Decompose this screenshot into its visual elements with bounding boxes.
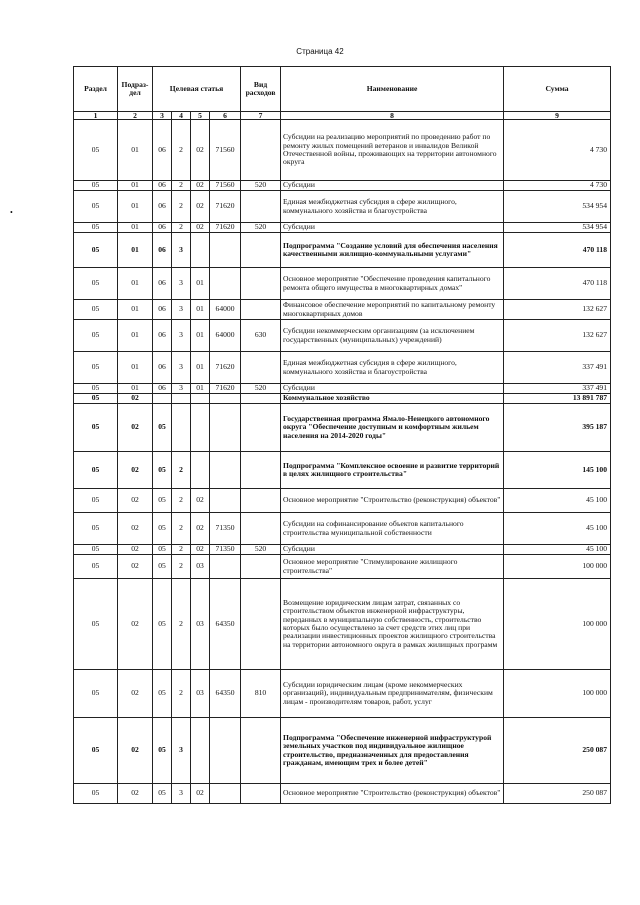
cell-cs4: 71350 <box>210 513 241 545</box>
cell-razdel: 05 <box>74 545 118 555</box>
cell-vid: 520 <box>241 223 281 233</box>
cell-cs3: 02 <box>191 545 210 555</box>
cell-sum: 132 627 <box>504 320 611 352</box>
cell-sum: 4 730 <box>504 120 611 181</box>
cell-vid: 520 <box>241 545 281 555</box>
cell-cs4: 71620 <box>210 191 241 223</box>
cell-name: Возмещение юридическим лицам затрат, связанных со строительством объектов инженерной инфраструктуры, переданных в муниципальную собственность, строительство которых было осуществлено за счет средств этих лиц при реализации инвестиционных проектов жилищного строительства на территории автономного округа в рамках жилищных программ <box>281 579 504 670</box>
table-row <box>74 784 611 804</box>
table-row <box>74 233 611 268</box>
cell-cs3: 02 <box>191 513 210 545</box>
table-row <box>74 191 611 223</box>
cell-cs3 <box>191 404 210 452</box>
cell-name: Субсидии на софинансирование объектов капитального строительства муниципальной собственности <box>281 513 504 545</box>
col-number: 5 <box>191 112 210 120</box>
cell-podrazdel: 02 <box>118 394 153 404</box>
cell-podrazdel: 02 <box>118 718 153 784</box>
cell-cs1: 05 <box>153 718 172 784</box>
cell-name: Основное мероприятие "Строительство (реконструкция) объектов" <box>281 489 504 513</box>
cell-name: Субсидии на реализацию мероприятий по проведению работ по ремонту жилых помещений ветеранов и инвалидов Великой Отечественной войны, проживающих на территории автономного округа <box>281 120 504 181</box>
cell-cs4: 71350 <box>210 545 241 555</box>
cell-sum: 45 100 <box>504 489 611 513</box>
cell-podrazdel: 02 <box>118 579 153 670</box>
cell-cs4 <box>210 268 241 300</box>
cell-vid: 520 <box>241 181 281 191</box>
cell-cs1: 05 <box>153 513 172 545</box>
cell-cs1: 06 <box>153 181 172 191</box>
page-number: Страница 42 <box>296 47 344 56</box>
cell-razdel: 05 <box>74 513 118 545</box>
cell-cs3: 02 <box>191 191 210 223</box>
cell-name: Коммунальное хозяйство <box>281 394 504 404</box>
cell-cs3: 02 <box>191 489 210 513</box>
table-row <box>74 513 611 545</box>
cell-podrazdel: 02 <box>118 670 153 718</box>
cell-sum: 470 118 <box>504 268 611 300</box>
cell-vid <box>241 513 281 545</box>
cell-podrazdel: 01 <box>118 181 153 191</box>
cell-vid: 520 <box>241 384 281 394</box>
cell-razdel: 05 <box>74 320 118 352</box>
cell-cs1: 06 <box>153 300 172 320</box>
cell-cs4 <box>210 452 241 489</box>
cell-sum: 337 491 <box>504 352 611 384</box>
cell-cs1: 05 <box>153 404 172 452</box>
cell-vid <box>241 489 281 513</box>
cell-razdel: 05 <box>74 191 118 223</box>
cell-vid <box>241 784 281 804</box>
cell-cs3: 01 <box>191 384 210 394</box>
table-row <box>74 120 611 181</box>
cell-cs1: 06 <box>153 384 172 394</box>
cell-razdel: 05 <box>74 223 118 233</box>
cell-podrazdel: 02 <box>118 452 153 489</box>
cell-podrazdel: 01 <box>118 384 153 394</box>
cell-vid: 630 <box>241 320 281 352</box>
col-number: 1 <box>74 112 118 120</box>
cell-name: Основное мероприятие "Стимулирование жилищного строительства" <box>281 555 504 579</box>
cell-cs2: 3 <box>172 320 191 352</box>
cell-razdel: 05 <box>74 300 118 320</box>
cell-cs3: 01 <box>191 268 210 300</box>
cell-podrazdel: 01 <box>118 120 153 181</box>
cell-cs4: 71620 <box>210 352 241 384</box>
cell-cs2: 2 <box>172 670 191 718</box>
column-numbers-row <box>74 112 611 120</box>
table-row <box>74 384 611 394</box>
cell-name: Субсидии юридическим лицам (кроме некоммерческих организаций), индивидуальным предпринимателям, физическим лицам - производителям товаров, работ, услуг <box>281 670 504 718</box>
cell-podrazdel: 01 <box>118 191 153 223</box>
cell-cs3 <box>191 452 210 489</box>
header-celevaya: Целевая статья <box>153 67 241 112</box>
cell-vid <box>241 579 281 670</box>
cell-vid <box>241 300 281 320</box>
table-row <box>74 268 611 300</box>
cell-sum: 534 954 <box>504 223 611 233</box>
cell-cs3 <box>191 394 210 404</box>
cell-razdel: 05 <box>74 555 118 579</box>
cell-razdel: 05 <box>74 579 118 670</box>
cell-name: Единая межбюджетная субсидия в сфере жилищного, коммунального хозяйства и благоустройства <box>281 352 504 384</box>
table-header <box>74 67 611 112</box>
cell-cs2: 2 <box>172 181 191 191</box>
cell-cs2: 3 <box>172 300 191 320</box>
cell-cs4: 64350 <box>210 670 241 718</box>
table-row <box>74 404 611 452</box>
cell-cs3 <box>191 718 210 784</box>
col-number: 8 <box>281 112 504 120</box>
cell-cs2: 2 <box>172 489 191 513</box>
scan-mark: • <box>10 208 13 217</box>
cell-cs2: 2 <box>172 120 191 181</box>
cell-razdel: 05 <box>74 670 118 718</box>
cell-vid <box>241 120 281 181</box>
cell-razdel: 05 <box>74 452 118 489</box>
cell-podrazdel: 01 <box>118 300 153 320</box>
cell-razdel: 05 <box>74 181 118 191</box>
table-row <box>74 352 611 384</box>
table-row <box>74 555 611 579</box>
cell-sum: 13 891 787 <box>504 394 611 404</box>
col-number: 6 <box>210 112 241 120</box>
cell-name: Основное мероприятие "Строительство (реконструкция) объектов" <box>281 784 504 804</box>
cell-name: Субсидии некоммерческим организациям (за исключением государственных (муниципальных) учреждений) <box>281 320 504 352</box>
cell-cs2 <box>172 404 191 452</box>
table-row <box>74 489 611 513</box>
cell-cs2 <box>172 394 191 404</box>
cell-cs4 <box>210 784 241 804</box>
cell-name: Субсидии <box>281 384 504 394</box>
cell-cs3: 03 <box>191 555 210 579</box>
cell-razdel: 05 <box>74 352 118 384</box>
cell-sum: 337 491 <box>504 384 611 394</box>
col-number: 2 <box>118 112 153 120</box>
cell-cs2: 2 <box>172 223 191 233</box>
cell-cs1: 06 <box>153 320 172 352</box>
col-number: 9 <box>504 112 611 120</box>
cell-cs4 <box>210 555 241 579</box>
cell-vid <box>241 555 281 579</box>
cell-name: Государственная программа Ямало-Ненецкого автономного округа "Обеспечение доступным и комфортным жильем населения на 2014-2020 годы" <box>281 404 504 452</box>
cell-cs1: 05 <box>153 579 172 670</box>
cell-sum: 534 954 <box>504 191 611 223</box>
cell-vid <box>241 191 281 223</box>
cell-vid <box>241 352 281 384</box>
header-razdel: Раздел <box>74 67 118 112</box>
cell-cs2: 2 <box>172 555 191 579</box>
table-row <box>74 181 611 191</box>
cell-vid <box>241 233 281 268</box>
cell-name: Подпрограмма "Создание условий для обеспечения населения качественными жилищно-коммунальными услугами" <box>281 233 504 268</box>
cell-cs2: 3 <box>172 718 191 784</box>
cell-razdel: 05 <box>74 784 118 804</box>
cell-cs4: 64000 <box>210 320 241 352</box>
cell-cs2: 3 <box>172 784 191 804</box>
cell-cs4 <box>210 489 241 513</box>
cell-razdel: 05 <box>74 489 118 513</box>
cell-cs2: 2 <box>172 191 191 223</box>
cell-cs4: 64000 <box>210 300 241 320</box>
cell-vid: 810 <box>241 670 281 718</box>
table-row <box>74 300 611 320</box>
cell-cs4: 71620 <box>210 223 241 233</box>
cell-sum: 395 187 <box>504 404 611 452</box>
cell-cs3: 03 <box>191 670 210 718</box>
cell-sum: 45 100 <box>504 513 611 545</box>
header-summa: Сумма <box>504 67 611 112</box>
cell-podrazdel: 02 <box>118 784 153 804</box>
cell-cs2: 3 <box>172 233 191 268</box>
cell-podrazdel: 02 <box>118 545 153 555</box>
header-vid: Вид расходов <box>241 67 281 112</box>
cell-name: Финансовое обеспечение мероприятий по капитальному ремонту многоквартирных домов <box>281 300 504 320</box>
cell-cs1: 06 <box>153 268 172 300</box>
table-row <box>74 718 611 784</box>
cell-cs4 <box>210 394 241 404</box>
cell-cs1: 05 <box>153 452 172 489</box>
cell-razdel: 05 <box>74 718 118 784</box>
table-row <box>74 452 611 489</box>
cell-sum: 132 627 <box>504 300 611 320</box>
cell-podrazdel: 02 <box>118 489 153 513</box>
cell-razdel: 05 <box>74 404 118 452</box>
cell-cs4 <box>210 718 241 784</box>
cell-sum: 4 730 <box>504 181 611 191</box>
cell-cs2: 3 <box>172 384 191 394</box>
cell-name: Подпрограмма "Обеспечение инженерной инфраструктурой земельных участков под индивидуальное жилищное строительство, предназначенных для предоставления гражданам, имеющим трех и более детей" <box>281 718 504 784</box>
cell-podrazdel: 01 <box>118 223 153 233</box>
table-row <box>74 320 611 352</box>
cell-cs2: 2 <box>172 579 191 670</box>
cell-razdel: 05 <box>74 394 118 404</box>
budget-table <box>73 66 611 804</box>
cell-cs3: 02 <box>191 784 210 804</box>
cell-cs4 <box>210 233 241 268</box>
cell-sum: 145 100 <box>504 452 611 489</box>
cell-sum: 470 118 <box>504 233 611 268</box>
cell-cs3: 01 <box>191 352 210 384</box>
cell-name: Субсидии <box>281 223 504 233</box>
cell-cs2: 2 <box>172 545 191 555</box>
table-row <box>74 670 611 718</box>
cell-name: Субсидии <box>281 545 504 555</box>
cell-cs1: 05 <box>153 555 172 579</box>
cell-cs3: 02 <box>191 181 210 191</box>
table-row <box>74 545 611 555</box>
header-podrazdel: Подраз-дел <box>118 67 153 112</box>
cell-podrazdel: 01 <box>118 352 153 384</box>
cell-podrazdel: 02 <box>118 555 153 579</box>
col-number: 4 <box>172 112 191 120</box>
cell-cs3: 02 <box>191 223 210 233</box>
cell-cs3: 01 <box>191 320 210 352</box>
cell-name: Основное мероприятие "Обеспечение проведения капитального ремонта общего имущества в многоквартирных домах" <box>281 268 504 300</box>
cell-cs1: 06 <box>153 233 172 268</box>
cell-cs3: 01 <box>191 300 210 320</box>
cell-sum: 45 100 <box>504 545 611 555</box>
cell-podrazdel: 01 <box>118 233 153 268</box>
cell-cs2: 3 <box>172 352 191 384</box>
header-naim: Наименование <box>281 67 504 112</box>
cell-vid <box>241 452 281 489</box>
cell-sum: 250 087 <box>504 784 611 804</box>
cell-cs2: 2 <box>172 452 191 489</box>
table-row <box>74 223 611 233</box>
cell-cs3: 03 <box>191 579 210 670</box>
cell-cs1: 05 <box>153 545 172 555</box>
cell-cs1: 05 <box>153 670 172 718</box>
cell-sum: 100 000 <box>504 579 611 670</box>
cell-sum: 250 087 <box>504 718 611 784</box>
cell-sum: 100 000 <box>504 670 611 718</box>
col-number: 7 <box>241 112 281 120</box>
cell-cs1: 06 <box>153 223 172 233</box>
cell-podrazdel: 01 <box>118 268 153 300</box>
cell-cs1: 05 <box>153 784 172 804</box>
cell-cs2: 2 <box>172 513 191 545</box>
cell-cs2: 3 <box>172 268 191 300</box>
cell-cs3 <box>191 233 210 268</box>
cell-cs4: 71620 <box>210 384 241 394</box>
cell-cs4 <box>210 404 241 452</box>
cell-cs4: 71560 <box>210 120 241 181</box>
cell-vid <box>241 268 281 300</box>
cell-razdel: 05 <box>74 268 118 300</box>
cell-razdel: 05 <box>74 384 118 394</box>
cell-cs3: 02 <box>191 120 210 181</box>
cell-cs1: 05 <box>153 489 172 513</box>
cell-razdel: 05 <box>74 120 118 181</box>
cell-name: Подпрограмма "Комплексное освоение и развитие территорий в целях жилищного строительства" <box>281 452 504 489</box>
cell-cs4: 71560 <box>210 181 241 191</box>
cell-vid <box>241 718 281 784</box>
cell-cs1: 06 <box>153 120 172 181</box>
cell-podrazdel: 02 <box>118 404 153 452</box>
cell-cs1 <box>153 394 172 404</box>
cell-podrazdel: 02 <box>118 513 153 545</box>
col-number: 3 <box>153 112 172 120</box>
cell-name: Субсидии <box>281 181 504 191</box>
cell-vid <box>241 394 281 404</box>
cell-cs1: 06 <box>153 191 172 223</box>
cell-podrazdel: 01 <box>118 320 153 352</box>
cell-sum: 100 000 <box>504 555 611 579</box>
cell-razdel: 05 <box>74 233 118 268</box>
table-row <box>74 579 611 670</box>
cell-cs4: 64350 <box>210 579 241 670</box>
cell-cs1: 06 <box>153 352 172 384</box>
table-row <box>74 394 611 404</box>
cell-name: Единая межбюджетная субсидия в сфере жилищного, коммунального хозяйства и благоустройства <box>281 191 504 223</box>
cell-vid <box>241 404 281 452</box>
